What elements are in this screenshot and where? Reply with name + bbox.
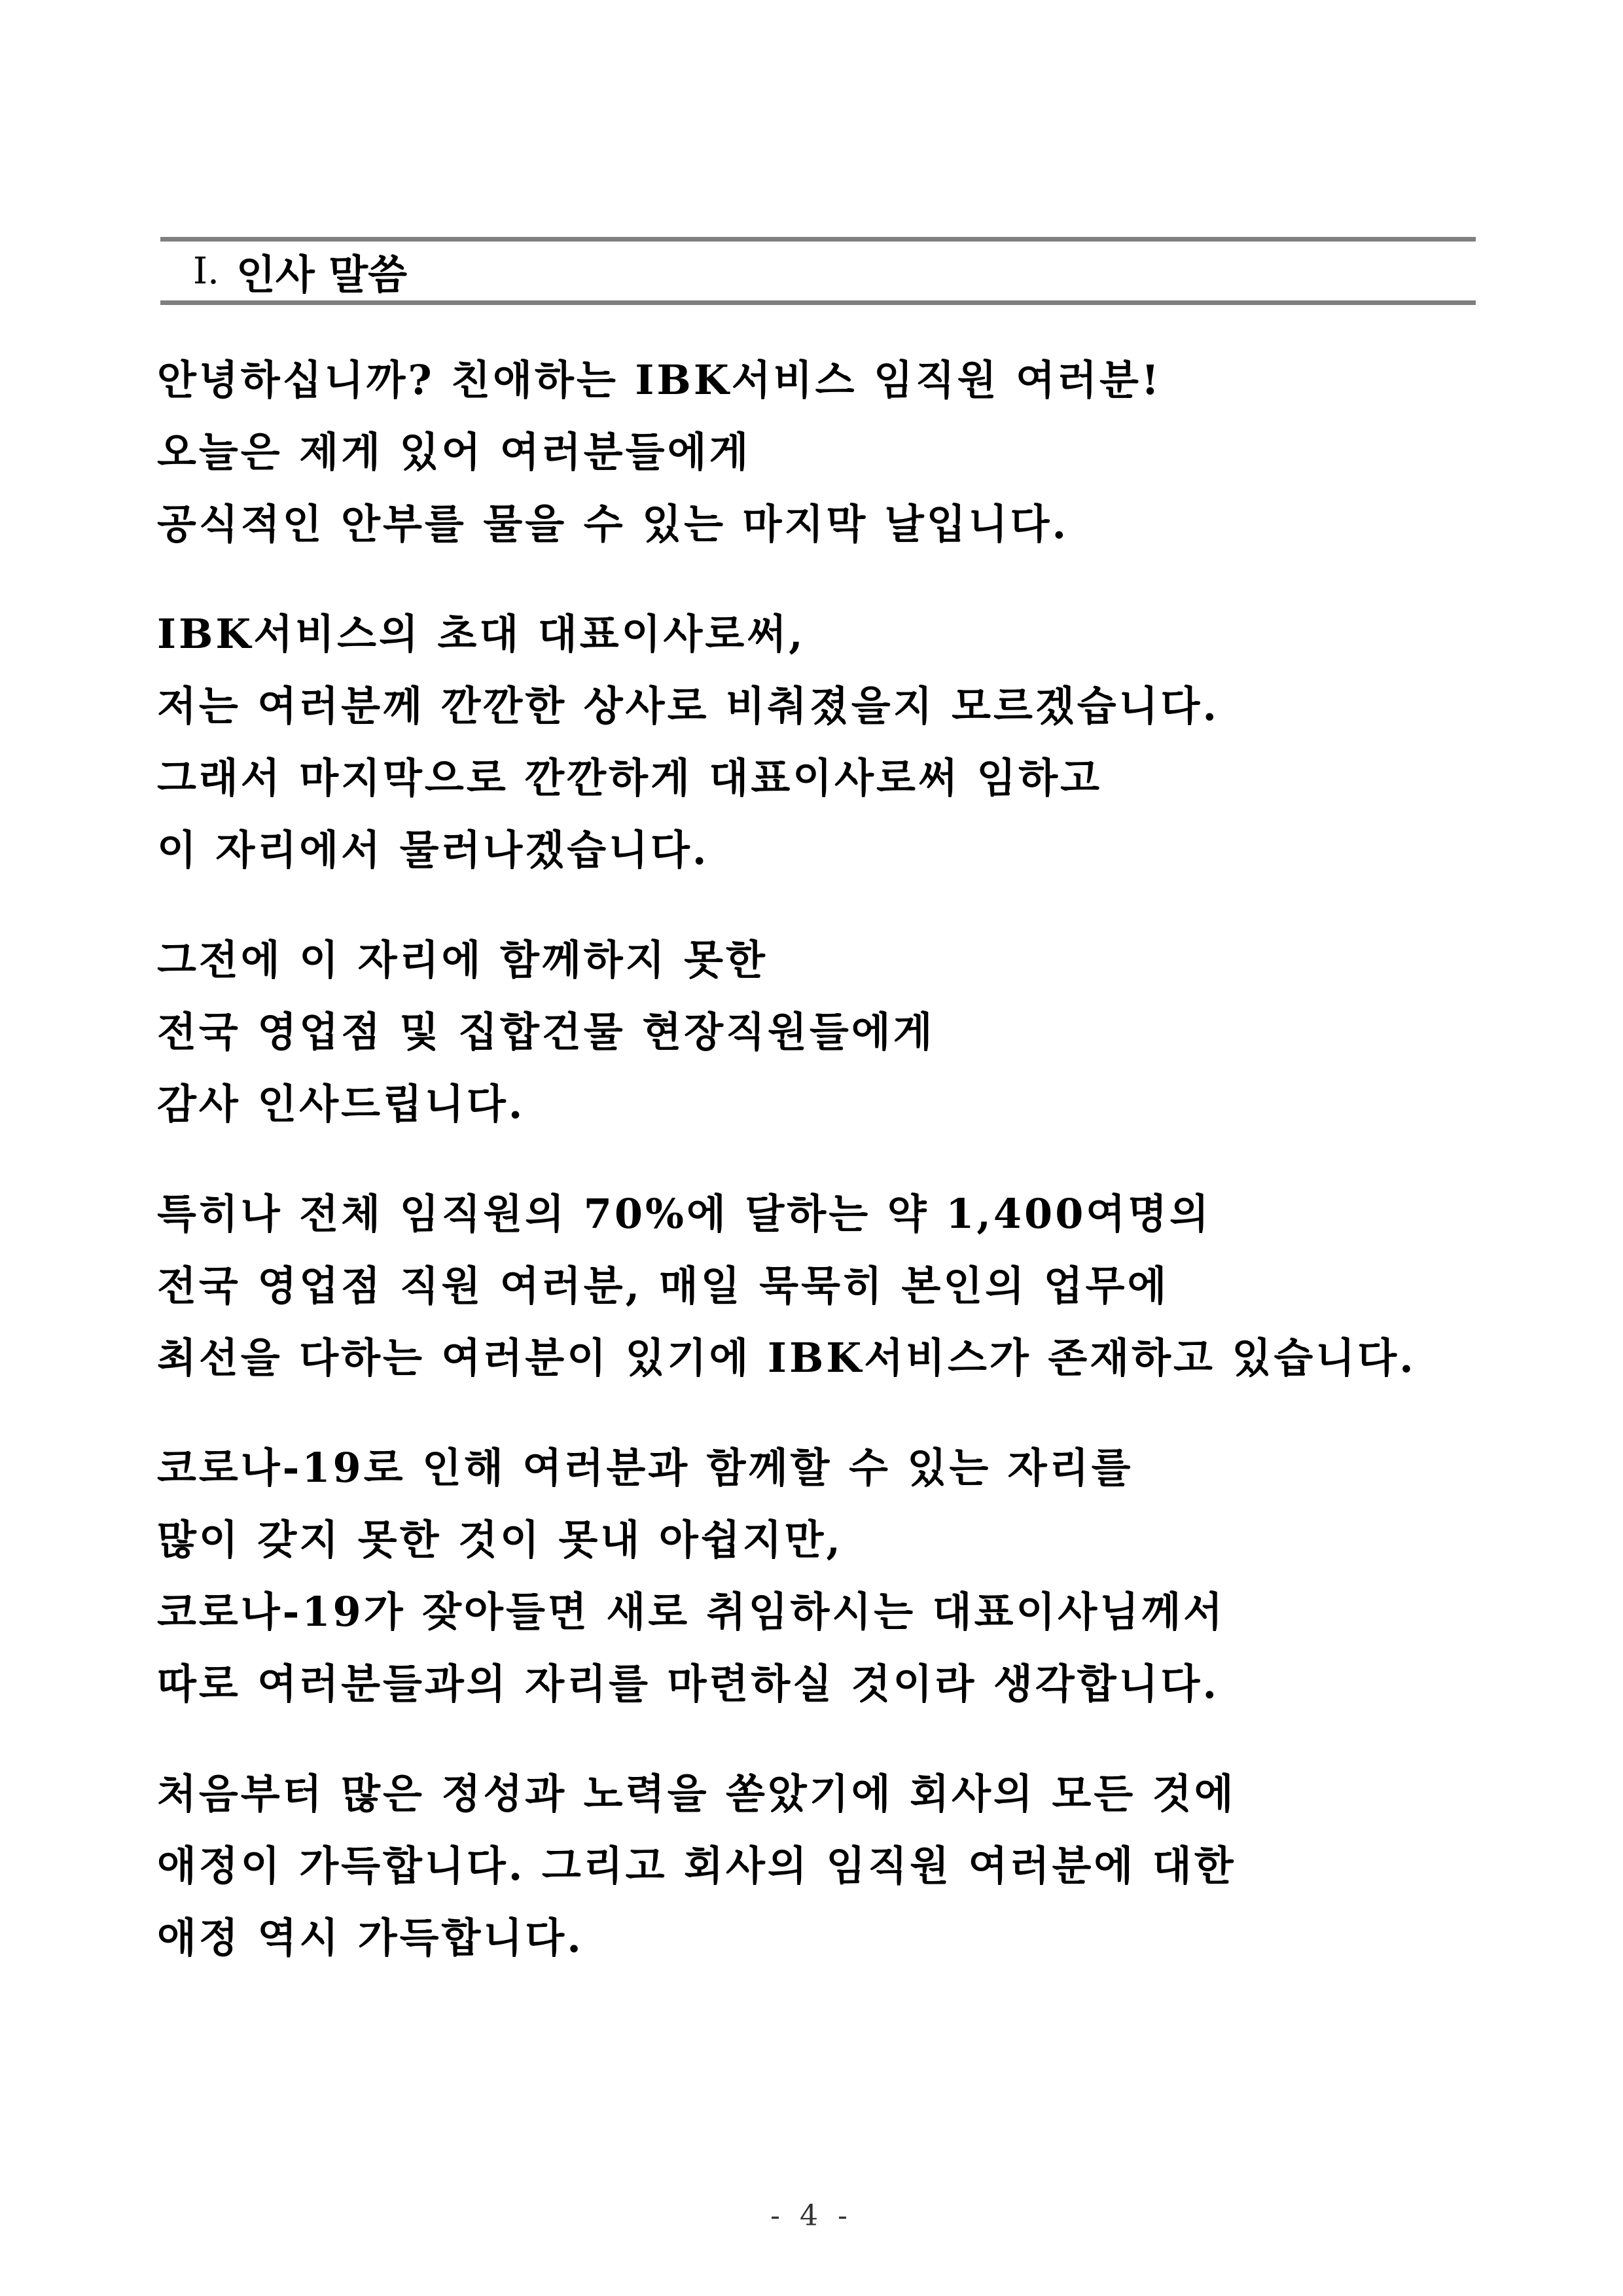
page-number: - 4 - (770, 2199, 853, 2233)
text-line: 많이 갖지 못한 것이 못내 아쉽지만, (157, 1516, 843, 1564)
text-line: 공식적인 안부를 물을 수 있는 마지막 날입니다. (157, 500, 1069, 548)
text-line: 감사 인사드립니다. (157, 1080, 526, 1128)
paragraph-1 (157, 356, 1486, 548)
text-line: 특히나 전체 임직원의 70%에 달하는 약 1,400여명의 (157, 1190, 1212, 1238)
text-line: IBK서비스의 초대 대표이사로써, (157, 610, 806, 658)
paragraph-5 (157, 1444, 1486, 1708)
text-line: 코로나-19가 잦아들면 새로 취임하시는 대표이사님께서 (157, 1588, 1225, 1636)
text-line: 전국 영업점 및 집합건물 현장직원들에게 (157, 1008, 935, 1056)
paragraph-4 (157, 1190, 1486, 1382)
text-line: 따로 여러분들과의 자리를 마련하실 것이라 생각합니다. (157, 1660, 1220, 1708)
text-line: 그전에 이 자리에 함께하지 못한 (157, 936, 768, 984)
text-line: 애정이 가득합니다. 그리고 회사의 임직원 여러분에 대한 (157, 1842, 1236, 1890)
body-text (157, 356, 1486, 2028)
text-line: 그래서 마지막으로 깐깐하게 대표이사로써 임하고 (157, 754, 1103, 802)
paragraph-3 (157, 936, 1486, 1128)
section-header (160, 237, 1476, 305)
text-line: 코로나-19로 인해 여러분과 함께할 수 있는 자리를 (157, 1444, 1133, 1492)
text-line: 이 자리에서 물러나겠습니다. (157, 826, 709, 874)
paragraph-6 (157, 1770, 1486, 1962)
paragraph-2 (157, 610, 1486, 874)
text-line: 처음부터 많은 정성과 노력을 쏟았기에 회사의 모든 것에 (157, 1770, 1236, 1818)
text-line: 애정 역시 가득합니다. (157, 1914, 584, 1962)
text-line: 오늘은 제게 있어 여러분들에게 (157, 428, 751, 476)
text-line: 최선을 다하는 여러분이 있기에 IBK서비스가 존재하고 있습니다. (157, 1334, 1416, 1382)
text-line: 저는 여러분께 깐깐한 상사로 비춰졌을지 모르겠습니다. (157, 682, 1220, 730)
section-title: 인사 말씀 (236, 250, 408, 298)
section-number: Ⅰ. (193, 249, 219, 293)
text-line: 전국 영업점 직원 여러분, 매일 묵묵히 본인의 업무에 (157, 1262, 1169, 1310)
text-line: 안녕하십니까? 친애하는 IBK서비스 임직원 여러분! (157, 356, 1162, 404)
